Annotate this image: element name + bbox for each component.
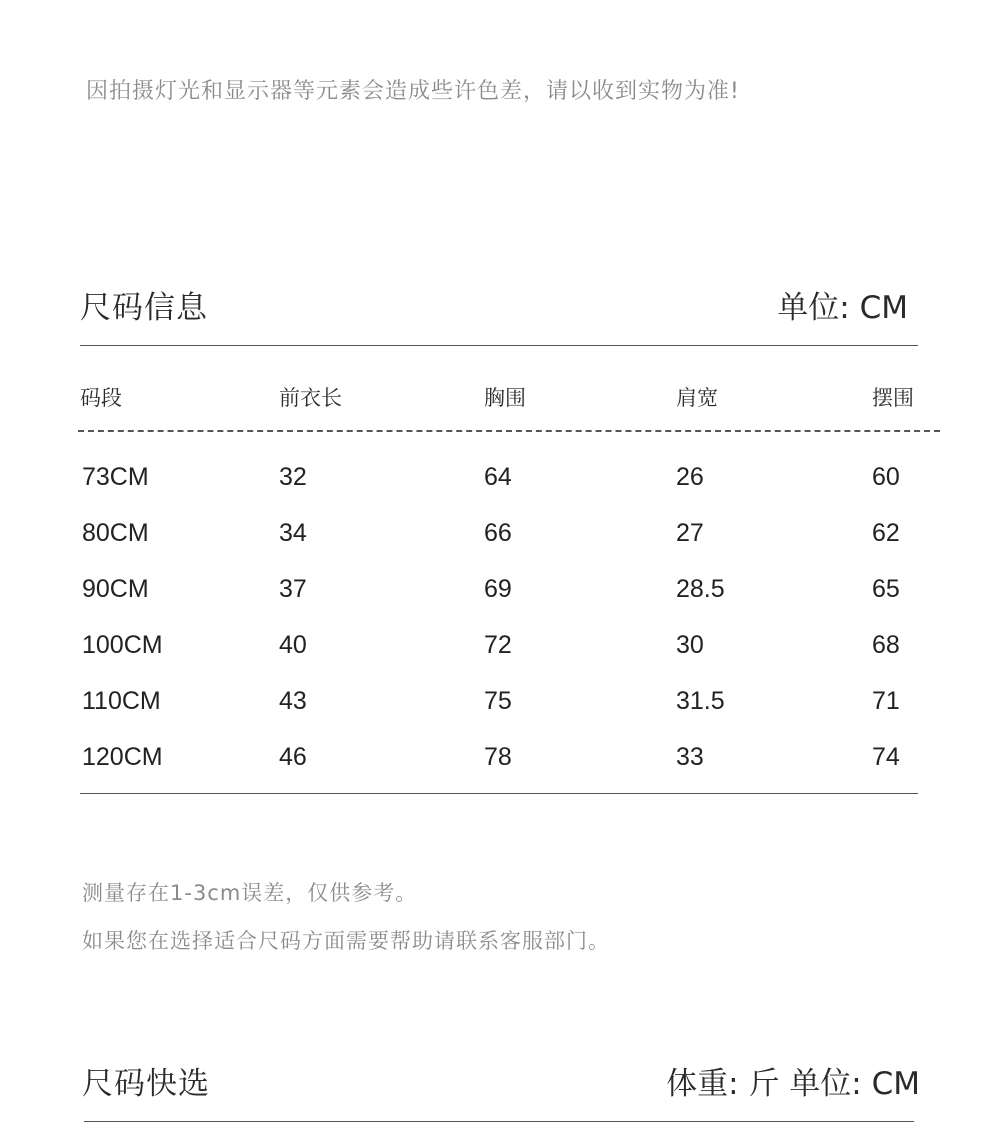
cell-hem: 62: [872, 519, 900, 547]
size-info-unit: 单位: CM: [777, 290, 908, 326]
help-contact-note: 如果您在选择适合尺码方面需要帮助请联系客服部门。: [82, 929, 610, 953]
cell-shoulder: 28.5: [676, 575, 725, 603]
header-dashed-divider: [78, 430, 940, 432]
cell-size: 120CM: [82, 743, 163, 771]
cell-front-length: 32: [279, 463, 307, 491]
measurement-error-note: 测量存在1-3cm误差，仅供参考。: [82, 881, 418, 905]
color-disclaimer: 因拍摄灯光和显示器等元素会造成些许色差，请以收到实物为准!: [86, 79, 740, 104]
cell-shoulder: 30: [676, 631, 704, 659]
cell-shoulder: 31.5: [676, 687, 725, 715]
cell-chest: 72: [484, 631, 512, 659]
size-table-bottom-rule: [80, 793, 918, 794]
cell-size: 80CM: [82, 519, 149, 547]
cell-front-length: 43: [279, 687, 307, 715]
cell-size: 110CM: [82, 687, 161, 715]
cell-front-length: 46: [279, 743, 307, 771]
col-header-hem: 摆围: [872, 386, 914, 410]
cell-chest: 66: [484, 519, 512, 547]
quick-select-unit: 体重: 斤 单位: CM: [666, 1066, 920, 1102]
cell-size: 100CM: [82, 631, 163, 659]
cell-front-length: 37: [279, 575, 307, 603]
cell-hem: 71: [872, 687, 900, 715]
cell-shoulder: 33: [676, 743, 704, 771]
cell-chest: 64: [484, 463, 512, 491]
cell-hem: 60: [872, 463, 900, 491]
cell-chest: 75: [484, 687, 512, 715]
col-header-front-length: 前衣长: [279, 386, 342, 410]
cell-shoulder: 26: [676, 463, 704, 491]
cell-front-length: 34: [279, 519, 307, 547]
quick-select-rule: [84, 1121, 914, 1122]
cell-shoulder: 27: [676, 519, 704, 547]
size-info-title: 尺码信息: [80, 290, 208, 326]
cell-chest: 78: [484, 743, 512, 771]
cell-size: 73CM: [82, 463, 149, 491]
size-table-top-rule: [80, 345, 918, 346]
col-header-shoulder: 肩宽: [676, 386, 718, 410]
cell-hem: 68: [872, 631, 900, 659]
cell-hem: 65: [872, 575, 900, 603]
cell-size: 90CM: [82, 575, 149, 603]
cell-chest: 69: [484, 575, 512, 603]
cell-hem: 74: [872, 743, 900, 771]
cell-front-length: 40: [279, 631, 307, 659]
col-header-chest: 胸围: [484, 386, 526, 410]
quick-select-title: 尺码快选: [82, 1066, 210, 1102]
col-header-size: 码段: [80, 386, 122, 410]
